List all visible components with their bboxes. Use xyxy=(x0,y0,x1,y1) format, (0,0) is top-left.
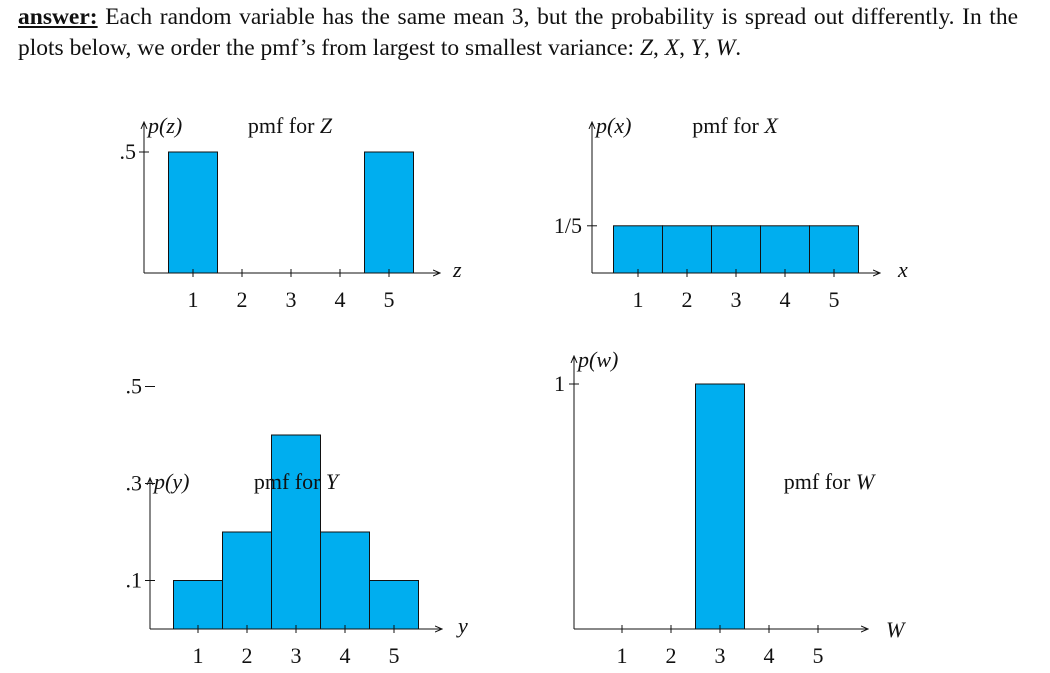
bar-z-1 xyxy=(169,152,218,273)
x-tick-label: 2 xyxy=(681,287,693,312)
sentence-end: . xyxy=(735,35,742,61)
sep-1: , xyxy=(653,35,665,61)
var-y: Y xyxy=(690,35,704,61)
bar-y-4 xyxy=(321,532,370,629)
x-axis-label: z xyxy=(453,257,462,282)
x-axis-label: y xyxy=(458,613,468,638)
chart-title-text: pmf for xyxy=(247,113,320,138)
x-tick-label: 3 xyxy=(714,643,726,668)
x-tick-label: 5 xyxy=(383,287,395,312)
x-tick-label: 2 xyxy=(241,643,253,668)
y-tick-label: .1 xyxy=(125,567,142,593)
chart-title-variable: Y xyxy=(325,469,339,494)
x-tick-label: 1 xyxy=(192,643,204,668)
chart-y xyxy=(126,374,469,669)
bar-y-5 xyxy=(370,581,419,630)
x-axis-label: W xyxy=(886,617,905,642)
x-tick-label: 5 xyxy=(828,287,840,312)
y-axis-label: p(x) xyxy=(596,113,632,138)
x-tick-label: 5 xyxy=(388,643,400,668)
bar-x-3 xyxy=(712,226,761,273)
answer-label: answer: xyxy=(18,4,98,30)
chart-title-text: pmf for xyxy=(783,469,856,494)
x-tick-label: 1 xyxy=(616,643,628,668)
var-x: X xyxy=(664,35,680,61)
y-tick-label: .5 xyxy=(119,139,136,164)
bar-x-2 xyxy=(663,226,712,273)
y-tick-label: .5 xyxy=(125,373,142,399)
x-tick-label: 5 xyxy=(812,643,824,668)
chart-title xyxy=(784,469,876,494)
chart-w xyxy=(554,347,906,668)
x-tick-label: 4 xyxy=(779,287,791,312)
chart-z xyxy=(120,113,463,312)
x-axis-label: x xyxy=(898,257,908,282)
y-tick-label: .3 xyxy=(125,470,142,496)
y-tick-label: 1 xyxy=(554,371,565,396)
x-tick-label: 3 xyxy=(290,643,302,668)
chart-x xyxy=(554,113,908,312)
bar-y-3 xyxy=(272,435,321,629)
y-axis-label: p(z) xyxy=(148,113,183,138)
chart-title-text: pmf for xyxy=(253,469,326,494)
chart-title-variable: W xyxy=(855,469,875,494)
bar-y-1 xyxy=(174,581,223,630)
x-tick-label: 1 xyxy=(187,287,199,312)
x-tick-label: 4 xyxy=(763,643,775,668)
bar-x-4 xyxy=(761,226,810,273)
y-tick-label: 1/5 xyxy=(553,212,582,238)
x-tick-label: 2 xyxy=(236,287,248,312)
bar-x-1 xyxy=(614,226,663,273)
chart-title-variable: Z xyxy=(319,113,333,138)
x-tick-label: 4 xyxy=(334,287,346,312)
chart-title xyxy=(692,113,779,138)
y-axis-label: p(y) xyxy=(154,469,190,494)
bar-w-3 xyxy=(696,384,745,629)
y-axis-label: p(w) xyxy=(578,347,619,372)
bar-z-5 xyxy=(365,152,414,273)
bar-x-5 xyxy=(810,226,859,273)
answer-text: Each random variable has the same mean 3, but the probability is spread out differently. In the plots below, we order the pmf’s from largest to smallest variance: xyxy=(18,4,1018,61)
x-tick-label: 3 xyxy=(285,287,297,312)
bar-y-2 xyxy=(223,532,272,629)
x-tick-label: 4 xyxy=(339,643,351,668)
x-tick-label: 2 xyxy=(665,643,677,668)
chart-title-text: pmf for xyxy=(692,113,765,138)
chart-title xyxy=(248,113,333,138)
var-z: Z xyxy=(639,35,654,61)
chart-title xyxy=(254,469,341,494)
x-tick-label: 1 xyxy=(632,287,644,312)
x-tick-label: 3 xyxy=(730,287,742,312)
chart-title-variable: X xyxy=(764,113,778,138)
sep-3: , xyxy=(703,35,716,61)
sep-2: , xyxy=(679,35,691,61)
var-w: W xyxy=(715,35,736,61)
